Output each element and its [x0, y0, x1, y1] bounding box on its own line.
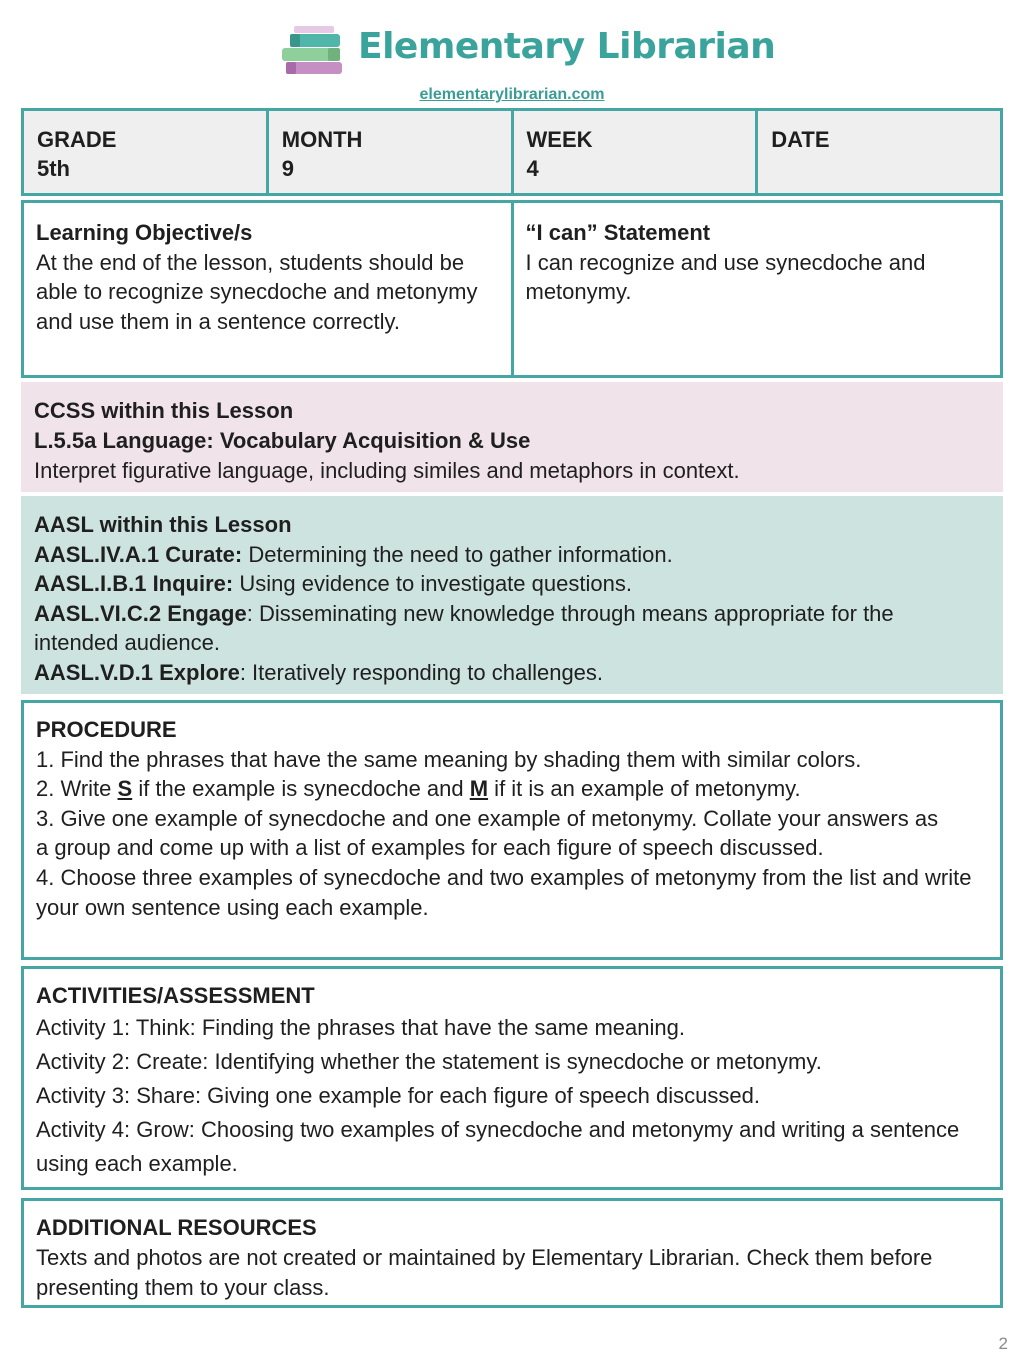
procedure-step-4: 4. Choose three examples of synecdoche and two examples of metonymy from the list and write your own sentence using each example. — [36, 864, 972, 920]
week-label: WEEK — [526, 127, 593, 152]
stacked-books-icon — [280, 22, 350, 78]
metonymy-marker: M — [469, 776, 489, 802]
month-cell — [269, 111, 514, 193]
aasl-section — [21, 496, 1003, 694]
activity-item: Activity 1: Think: Finding the phrases that have the same meaning. — [36, 1015, 685, 1040]
month-label: MONTH — [281, 127, 363, 152]
aasl-text: Determining the need to gather information. — [242, 541, 673, 567]
procedure-title: PROCEDURE — [36, 717, 177, 742]
activity-item: Activity 4: Grow: Choosing two examples of synecdoche and metonymy and writing a sentence using each example. — [36, 1117, 960, 1176]
grade-cell — [24, 111, 269, 193]
resources-text: Texts and photos are not created or maintained by Elementary Librarian. Check them before presenting them to your class. — [36, 1245, 933, 1300]
aasl-code: AASL.I.B.1 Inquire: — [34, 571, 234, 596]
procedure-step-2 — [36, 774, 1000, 804]
aasl-text: : Disseminating new knowledge through means appropriate for the intended audience. — [34, 600, 894, 655]
i-can-title: “I can” Statement — [525, 220, 711, 245]
ccss-text: Interpret figurative language, including similes and metaphors in context. — [34, 458, 740, 483]
procedure-section — [21, 700, 1003, 960]
ccss-title: CCSS within this Lesson — [34, 398, 294, 423]
brand-name: Elementary Librarian — [358, 26, 776, 67]
objectives-row — [21, 200, 1003, 378]
week-cell — [514, 111, 759, 193]
procedure-step-1: 1. Find the phrases that have the same meaning by shading them with similar colors. — [36, 746, 862, 772]
aasl-item — [34, 658, 1003, 688]
site-url-link[interactable]: elementarylibrarian.com — [419, 86, 605, 103]
aasl-item — [34, 540, 1003, 570]
step2-text-c: if it is an example of metonymy. — [488, 776, 801, 802]
aasl-item — [34, 599, 974, 658]
learning-objective-text: At the end of the lesson, students should be able to recognize synecdoche and metonymy and use them in a sentence correctly. — [36, 249, 478, 334]
site-url[interactable] — [0, 86, 1024, 104]
grade-value: 5th — [37, 156, 70, 181]
ccss-section — [21, 382, 1003, 492]
date-cell — [758, 111, 1000, 193]
aasl-title: AASL within this Lesson — [34, 512, 292, 537]
activities-section — [21, 966, 1003, 1190]
aasl-text: Using evidence to investigate questions. — [233, 571, 632, 596]
procedure-step-3: 3. Give one example of synecdoche and one example of metonymy. Collate your answers as a group and come up with a list of examples for each figure of speech discussed. — [36, 805, 939, 861]
aasl-code: AASL.VI.C.2 Engage — [34, 600, 247, 626]
learning-objective-title: Learning Objective/s — [36, 220, 253, 245]
page-number: 2 — [998, 1334, 1008, 1353]
grade-info-row — [21, 108, 1003, 196]
learning-objective-cell — [24, 203, 514, 375]
step2-text-a: 2. Write — [36, 776, 118, 802]
grade-label: GRADE — [37, 127, 117, 152]
brand-logo — [280, 20, 776, 82]
aasl-code: AASL.IV.A.1 Curate: — [34, 541, 243, 567]
ccss-standard: L.5.5a Language: Vocabulary Acquisition & Use — [34, 428, 531, 453]
aasl-item — [34, 569, 1003, 599]
date-label: DATE — [771, 127, 830, 152]
step2-text-b: if the example is synecdoche and — [132, 776, 470, 802]
activity-item: Activity 3: Share: Giving one example for each figure of speech discussed. — [36, 1083, 760, 1108]
month-value: 9 — [281, 156, 294, 181]
resources-section — [21, 1198, 1003, 1308]
aasl-code: AASL.V.D.1 Explore — [34, 659, 240, 685]
i-can-text: I can recognize and use synecdoche and metonymy. — [525, 249, 926, 304]
activities-title: ACTIVITIES/ASSESSMENT — [36, 983, 315, 1008]
week-value: 4 — [526, 156, 539, 181]
activity-item: Activity 2: Create: Identifying whether the statement is synecdoche or metonymy. — [36, 1049, 822, 1074]
i-can-cell — [514, 203, 1001, 375]
synecdoche-marker: S — [117, 776, 133, 802]
aasl-text: : Iteratively responding to challenges. — [239, 659, 604, 685]
resources-title: ADDITIONAL RESOURCES — [36, 1215, 317, 1240]
